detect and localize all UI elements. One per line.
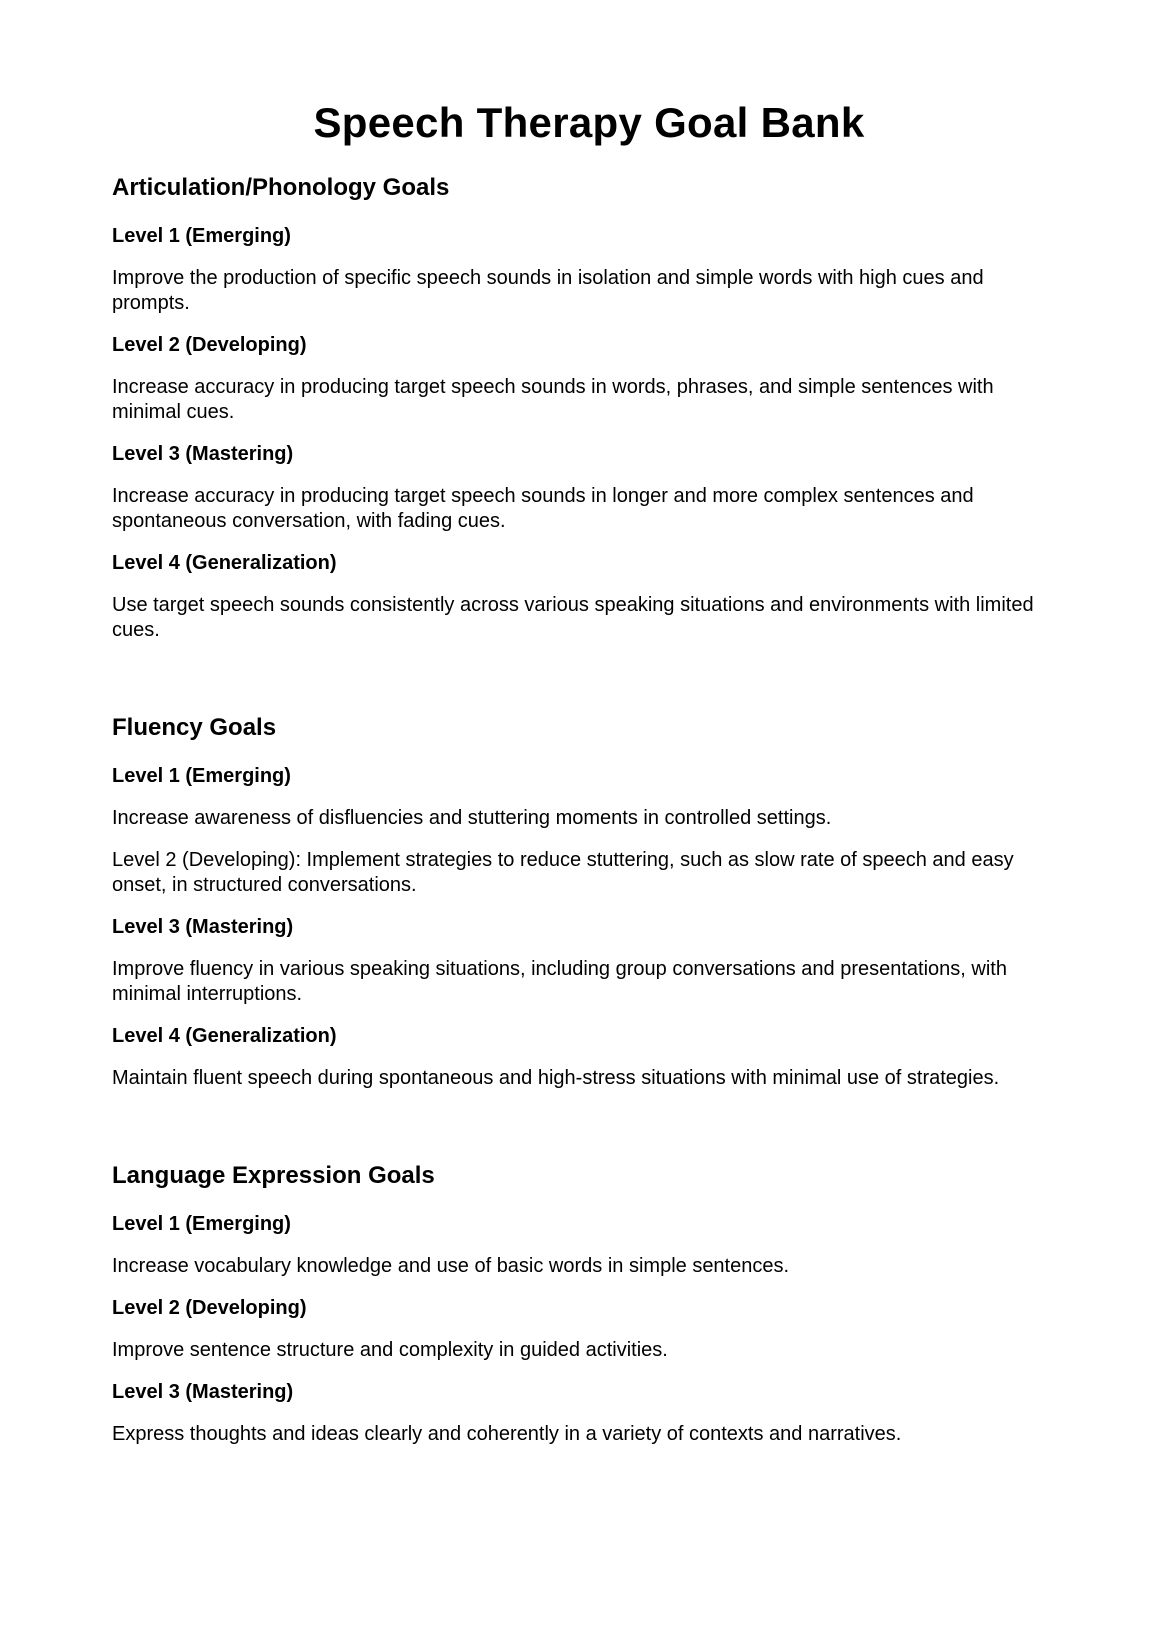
goal-text: Increase vocabulary knowledge and use of basic words in simple sentences.: [112, 1255, 790, 1277]
level-label: Level 3 (Mastering): [112, 443, 294, 465]
section-heading: Language Expression Goals: [112, 1162, 435, 1189]
section-fluency: [112, 713, 1066, 1091]
goal-text: Improve the production of specific speech sounds in isolation and simple words with high cues and prompts.: [112, 267, 984, 314]
goal-item: [112, 848, 1066, 898]
level-label: Level 2 (Developing): [112, 1297, 307, 1319]
goal-item: [112, 764, 1066, 831]
section-articulation-phonology: [112, 173, 1066, 643]
goal-text: Improve fluency in various speaking situations, including group conversations and presentations, with minimal interruptions.: [112, 958, 1007, 1005]
goal-text: Increase accuracy in producing target speech sounds in words, phrases, and simple sentences with minimal cues.: [112, 376, 994, 423]
goal-text: Increase accuracy in producing target speech sounds in longer and more complex sentences and spontaneous conversation, with fading cues.: [112, 485, 974, 532]
goal-text: Level 2 (Developing): Implement strategies to reduce stuttering, such as slow rate of speech and easy onset, in structured conversations.: [112, 849, 1014, 896]
section-heading: Articulation/Phonology Goals: [112, 174, 450, 201]
goal-item: [112, 551, 1066, 643]
page-title: Speech Therapy Goal Bank: [313, 99, 865, 146]
goal-text: Increase awareness of disfluencies and stuttering moments in controlled settings.: [112, 807, 832, 829]
goal-item: [112, 915, 1066, 1007]
section-heading: Fluency Goals: [112, 714, 277, 741]
goal-text: Maintain fluent speech during spontaneous and high-stress situations with minimal use of strategies.: [112, 1067, 1000, 1089]
goal-item: [112, 333, 1066, 425]
level-label: Level 4 (Generalization): [112, 1025, 337, 1047]
level-label: Level 1 (Emerging): [112, 765, 291, 787]
goal-text: Express thoughts and ideas clearly and coherently in a variety of contexts and narratives.: [112, 1423, 902, 1445]
goal-item: [112, 1380, 1066, 1447]
level-label: Level 1 (Emerging): [112, 1213, 291, 1235]
section-language-expression: [112, 1161, 1066, 1447]
level-label: Level 1 (Emerging): [112, 225, 291, 247]
level-label: Level 2 (Developing): [112, 334, 307, 356]
goal-item: [112, 1212, 1066, 1279]
level-label: Level 3 (Mastering): [112, 1381, 294, 1403]
level-label: Level 3 (Mastering): [112, 916, 294, 938]
goal-item: [112, 1296, 1066, 1363]
level-label: Level 4 (Generalization): [112, 552, 337, 574]
goal-text: Improve sentence structure and complexity in guided activities.: [112, 1339, 668, 1361]
goal-item: [112, 224, 1066, 316]
goal-item: [112, 442, 1066, 534]
goal-text: Use target speech sounds consistently across various speaking situations and environments with limited cues.: [112, 594, 1034, 641]
goal-item: [112, 1024, 1066, 1091]
